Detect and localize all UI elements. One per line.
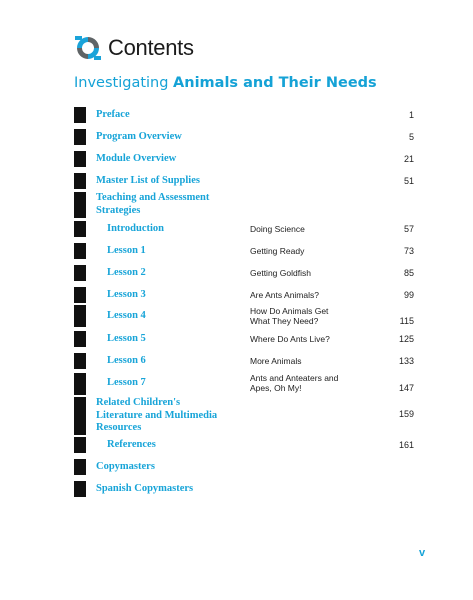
toc-row[interactable] bbox=[74, 397, 414, 435]
toc-title[interactable]: Program Overview bbox=[96, 131, 182, 142]
toc-page: 133 bbox=[398, 356, 414, 366]
row-bar bbox=[74, 373, 86, 395]
subtitle-light: Investigating bbox=[74, 75, 169, 91]
module-subtitle bbox=[74, 73, 377, 93]
lesson-name: Where Do Ants Live? bbox=[250, 334, 330, 344]
lesson-name: Getting Ready bbox=[250, 246, 305, 256]
toc-page: 51 bbox=[403, 176, 414, 186]
toc-row[interactable] bbox=[74, 373, 414, 395]
toc-page: 115 bbox=[399, 316, 414, 326]
toc-title[interactable]: Lesson 7 bbox=[107, 377, 146, 388]
toc-title[interactable]: Lesson 2 bbox=[107, 267, 146, 278]
toc-row[interactable] bbox=[74, 173, 414, 189]
toc-page: 21 bbox=[403, 154, 414, 164]
lesson-name: Getting Goldfish bbox=[250, 268, 311, 278]
toc-row[interactable] bbox=[74, 287, 414, 303]
toc-row[interactable] bbox=[74, 107, 414, 123]
row-bar bbox=[74, 151, 86, 167]
lesson-name: Doing Science bbox=[250, 224, 305, 234]
toc-row[interactable] bbox=[74, 481, 414, 497]
toc-page: 1 bbox=[408, 110, 414, 120]
lesson-name: More Animals bbox=[250, 356, 302, 366]
row-bar bbox=[74, 192, 86, 218]
toc-page: 161 bbox=[398, 440, 414, 450]
toc-title[interactable]: References bbox=[107, 439, 156, 450]
toc-page: 159 bbox=[398, 409, 414, 419]
toc-title[interactable]: Lesson 5 bbox=[107, 333, 146, 344]
row-bar bbox=[74, 243, 86, 259]
toc-row[interactable] bbox=[74, 265, 414, 281]
toc-row[interactable] bbox=[74, 459, 414, 475]
row-bar bbox=[74, 397, 86, 435]
toc-row[interactable] bbox=[74, 305, 414, 327]
row-bar bbox=[74, 437, 86, 453]
toc-page: 99 bbox=[403, 290, 414, 300]
subtitle-bold: Animals and Their Needs bbox=[173, 75, 377, 91]
row-bar bbox=[74, 173, 86, 189]
row-bar bbox=[74, 221, 86, 237]
toc-title[interactable]: Related Children's Literature and Multimedia Resources bbox=[96, 397, 218, 433]
page-number: v bbox=[419, 547, 426, 559]
lesson-name: How Do Animals Get What They Need? bbox=[250, 306, 329, 326]
toc-title[interactable]: Lesson 6 bbox=[107, 355, 146, 366]
toc-row[interactable] bbox=[74, 192, 414, 218]
toc-page: 85 bbox=[403, 268, 414, 278]
lesson-name: Ants and Anteaters and Apes, Oh My! bbox=[250, 373, 339, 393]
row-bar bbox=[74, 287, 86, 303]
toc-title[interactable]: Module Overview bbox=[96, 153, 177, 164]
row-bar bbox=[74, 129, 86, 145]
page-title: Contents bbox=[108, 35, 194, 60]
toc-page: 73 bbox=[403, 246, 414, 256]
row-bar bbox=[74, 305, 86, 327]
toc-title[interactable]: Spanish Copymasters bbox=[96, 483, 194, 494]
row-bar bbox=[74, 331, 86, 347]
toc-title[interactable]: Lesson 1 bbox=[107, 245, 146, 256]
toc-title[interactable]: Introduction bbox=[107, 223, 164, 234]
toc-title[interactable]: Master List of Supplies bbox=[96, 175, 200, 186]
toc-page: 147 bbox=[398, 383, 414, 393]
toc-title[interactable]: Preface bbox=[96, 109, 130, 120]
toc-row[interactable] bbox=[74, 151, 414, 167]
toc-title[interactable]: Lesson 4 bbox=[107, 310, 146, 321]
toc-row[interactable] bbox=[74, 437, 414, 453]
toc-row[interactable] bbox=[74, 353, 414, 369]
toc-title[interactable]: Copymasters bbox=[96, 461, 155, 472]
toc-row[interactable] bbox=[74, 221, 414, 237]
contents-logo-icon bbox=[73, 33, 103, 63]
lesson-name: Are Ants Animals? bbox=[250, 290, 319, 300]
row-bar bbox=[74, 353, 86, 369]
toc-page: 125 bbox=[398, 334, 414, 344]
toc-row[interactable] bbox=[74, 129, 414, 145]
toc-title[interactable]: Teaching and Assessment Strategies bbox=[96, 192, 210, 216]
row-bar bbox=[74, 107, 86, 123]
toc-page: 5 bbox=[408, 132, 414, 142]
row-bar bbox=[74, 481, 86, 497]
toc-row[interactable] bbox=[74, 331, 414, 347]
toc-page: 57 bbox=[403, 224, 414, 234]
row-bar bbox=[74, 459, 86, 475]
toc-row[interactable] bbox=[74, 243, 414, 259]
toc-title[interactable]: Lesson 3 bbox=[107, 289, 146, 300]
row-bar bbox=[74, 265, 86, 281]
